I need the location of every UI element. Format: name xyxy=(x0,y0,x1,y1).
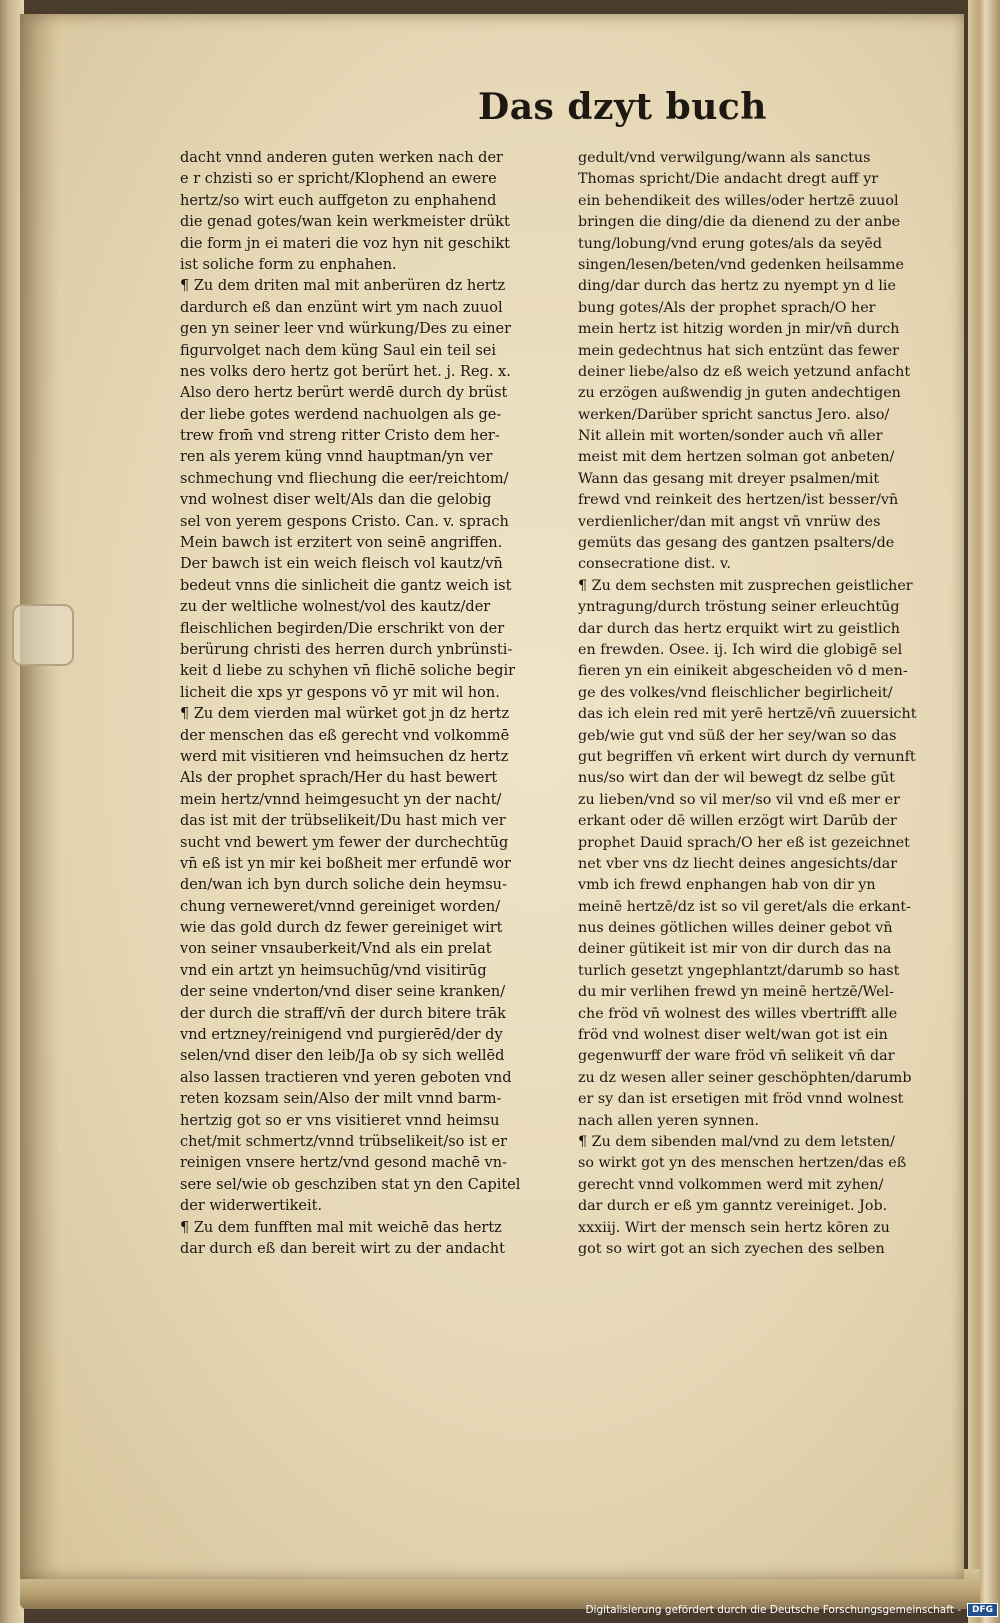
text-line: erkant oder dē willen erzögt wirt Darūb der xyxy=(578,813,897,830)
text-line: gegenwurff der ware fröd vn̄ selikeit vn̄ dar xyxy=(578,1048,895,1065)
text-line: dar durch das hertz erquikt wirt zu geistlich xyxy=(578,620,900,637)
text-line: xxxiij. Wirt der mensch sein hertz kōren zu xyxy=(578,1219,890,1236)
text-line: singen/lesen/beten/vnd gedenken heilsamme xyxy=(578,256,904,273)
text-line: selen/vnd diser den leib/Ja ob sy sich wellēd xyxy=(180,1048,505,1065)
text-line: dacht vnnd anderen guten werken nach der xyxy=(180,150,503,166)
text-line: figurvolget nach dem küng Saul ein teil sei xyxy=(180,342,496,359)
text-line: vmb ich frewd enphangen hab von dir yn xyxy=(578,877,876,894)
text-line: yntragung/durch tröstung seiner erleuchtūg xyxy=(578,599,900,616)
text-line: er sy dan ist ersetigen mit fröd vnnd wolnest xyxy=(578,1091,904,1108)
text-line: net vber vns dz liecht deines angesichts/dar xyxy=(578,855,898,872)
text-line: gen yn seiner leer vnd würkung/Des zu einer xyxy=(180,321,512,338)
text-line: mein hertz/vnnd heimgesucht yn der nacht/ xyxy=(180,791,502,808)
text-line: der liebe gotes werdend nachuolgen als ge- xyxy=(180,406,502,423)
text-line: chet/mit schmertz/vnnd trübselikeit/so ist er xyxy=(180,1133,508,1150)
text-line: dar durch eß dan bereit wirt zu der andacht xyxy=(180,1240,505,1257)
text-line: das ist mit der trübselikeit/Du hast mich ver xyxy=(180,813,506,830)
text-line: tung/lobung/vnd erung gotes/als da seyēd xyxy=(578,235,883,252)
text-line: nach allen yeren synnen. xyxy=(578,1112,760,1129)
text-line: bung gotes/Als der prophet sprach/O her xyxy=(578,299,876,316)
text-line: ein behendikeit des willes/oder hertzē zuuol xyxy=(578,192,899,209)
digitization-footer xyxy=(585,1601,998,1619)
text-line: hertzig got so er vns visitieret vnnd heimsu xyxy=(180,1112,500,1129)
text-line: chung verneweret/vnnd gereiniget worden/ xyxy=(180,898,501,915)
text-line: ist soliche form zu enphahen. xyxy=(180,256,397,273)
text-line: der seine vnderton/vnd diser seine kranken/ xyxy=(180,984,506,1001)
text-line: bedeut vnns die sinlicheit die gantz weich ist xyxy=(180,577,512,594)
text-line: das ich elein red mit yerē hertzē/vn̄ zuuersicht xyxy=(578,706,917,723)
text-line: ¶ Zu dem driten mal mit anberüren dz hertz xyxy=(180,278,506,295)
text-line: dar durch er eß ym ganntz vereiniget. Job. xyxy=(578,1198,888,1215)
text-line: frewd vnd reinkeit des hertzen/ist besser/vn̄ xyxy=(578,492,899,509)
text-line: deiner gütikeit ist mir von dir durch das na xyxy=(578,941,892,958)
text-line: turlich gesetzt yngephlantzt/darumb so hast xyxy=(578,962,900,979)
text-line: von seiner vnsauberkeit/Vnd als ein prelat xyxy=(180,941,492,958)
text-line: schmechung vnd fliechung die eer/reichtom/ xyxy=(180,470,509,487)
text-line: werken/Darüber spricht sanctus Jero. also/ xyxy=(578,406,890,423)
dfg-logo: DFG xyxy=(967,1603,998,1617)
text-line: gemüts das gesang des gantzen psalters/de xyxy=(578,535,895,552)
text-line: meist mit dem hertzen solman got anbeten/ xyxy=(578,449,895,466)
text-line: zu dz wesen aller seiner geschöphten/darumb xyxy=(578,1069,912,1086)
text-line: hertz/so wirt euch auffgeton zu enphahend xyxy=(180,192,497,209)
text-line: nus/so wirt dan der wil bewegt dz selbe gūt xyxy=(578,770,895,787)
text-line: gut begriffen vn̄ erkent wirt durch dy vernunft xyxy=(578,748,916,765)
text-line: Nit allein mit worten/sonder auch vn̄ aller xyxy=(578,428,883,445)
text-line: dardurch eß dan enzünt wirt ym nach zuuol xyxy=(180,299,503,316)
text-line: Mein bawch ist erzitert von seinē angriffen. xyxy=(180,535,503,552)
text-line: keit d liebe zu schyhen vn̄ flichē soliche begir xyxy=(180,663,516,680)
page-gutter-shadow xyxy=(20,14,60,1579)
text-line: ding/dar durch das hertz zu nyempt yn d lie xyxy=(578,278,896,295)
text-line: ¶ Zu dem sechsten mit zusprechen geistlicher xyxy=(578,577,913,594)
text-line: so wirkt got yn des menschen hertzen/das eß xyxy=(578,1155,907,1172)
right-text-column xyxy=(578,148,956,1260)
text-line: bringen die ding/die da dienend zu der anbe xyxy=(578,214,901,231)
text-line: du mir verlihen frewd yn meinē hertzē/Wel- xyxy=(578,984,894,1001)
text-line: meinē hertzē/dz ist so vil geret/als die erkant- xyxy=(578,898,911,915)
text-line: che fröd vn̄ wolnest des willes vbertrifft alle xyxy=(578,1005,898,1022)
text-line: zu der weltliche wolnest/vol des kautz/der xyxy=(180,599,491,616)
text-line: werd mit visitieren vnd heimsuchen dz hertz xyxy=(180,748,509,765)
left-text-column xyxy=(180,148,560,1260)
text-line: geb/wie gut vnd süß der her sey/wan so das xyxy=(578,727,897,744)
text-line: ¶ Zu dem vierden mal würket got jn dz hertz xyxy=(180,706,510,723)
text-line: Also dero hertz berürt werdē durch dy brüst xyxy=(180,385,508,402)
text-line: wie das gold durch dz fewer gereiniget wirt xyxy=(180,920,503,937)
text-line: e r chzisti so er spricht/Klophend an ewere xyxy=(180,171,497,188)
text-line: die genad gotes/wan kein werkmeister drükt xyxy=(180,214,510,231)
text-line: Wann das gesang mit dreyer psalmen/mit xyxy=(578,470,880,487)
text-line: vn̄ eß ist yn mir kei boßheit mer erfundē wor xyxy=(180,855,511,872)
text-line: ge des volkes/vnd fleischlicher begirlicheit/ xyxy=(578,684,893,701)
text-line: berürung christi des herren durch ynbrünsti- xyxy=(180,641,513,658)
page-header-title: Das dzyt buch xyxy=(478,86,767,128)
text-line: verdienlicher/dan mit angst vn̄ vnrüw des xyxy=(578,513,881,530)
text-line: zu erzögen außwendig jn guten andechtigen xyxy=(578,385,901,402)
text-line: fleischlichen begirden/Die erschrikt von der xyxy=(180,620,505,637)
text-line: prophet Dauid sprach/O her eß ist gezeichnet xyxy=(578,834,910,851)
text-line: vnd ertzney/reinigend vnd purgierēd/der dy xyxy=(180,1027,503,1044)
text-line: gerecht vnnd volkommen werd mit zyhen/ xyxy=(578,1176,884,1193)
text-line: fröd vnd wolnest diser welt/wan got ist ein xyxy=(578,1027,888,1044)
text-line: nus deines götlichen willes deiner gebot vn̄ xyxy=(578,920,893,937)
text-line: fieren yn ein einikeit abgescheiden vō d men- xyxy=(578,663,908,680)
text-line: trew from̄ vnd streng ritter Cristo dem her- xyxy=(180,428,500,445)
text-line: sel von yerem gespons Cristo. Can. v. sprach xyxy=(180,513,509,530)
text-line: sere sel/wie ob geschziben stat yn den Capitel xyxy=(180,1176,521,1193)
text-line: ¶ Zu dem sibenden mal/vnd zu dem letsten/ xyxy=(578,1133,895,1150)
text-line: der menschen das eß gerecht vnd volkommē xyxy=(180,727,510,744)
text-line: Thomas spricht/Die andacht dregt auff yr xyxy=(578,171,879,188)
page-marker-tab xyxy=(12,604,74,666)
text-line: Der bawch ist ein weich fleisch vol kautz/vn̄ xyxy=(180,556,503,573)
text-line: ren als yerem küng vnnd hauptman/yn ver xyxy=(180,449,493,466)
text-line: mein gedechtnus hat sich entzünt das fewer xyxy=(578,342,900,359)
book-right-edge xyxy=(968,0,1000,1623)
text-line: sucht vnd bewert ym fewer der durchechtūg xyxy=(180,834,509,851)
text-line: reten kozsam sein/Also der milt vnnd barm- xyxy=(180,1091,502,1108)
text-line: got so wirt got an sich zyechen des selben xyxy=(578,1240,885,1257)
footer-credit-text: Digitalisierung gefördert durch die Deutsche Forschungsgemeinschaft - xyxy=(585,1604,961,1616)
text-line: deiner liebe/also dz eß weich yetzund anfacht xyxy=(578,363,911,380)
text-line: ¶ Zu dem funfften mal mit weichē das hertz xyxy=(180,1219,502,1236)
text-line: consecratione dist. v. xyxy=(578,556,731,573)
text-line: vnd ein artzt yn heimsuchūg/vnd visitirūg xyxy=(180,962,487,979)
text-line: also lassen tractieren vnd yeren geboten vnd xyxy=(180,1069,512,1086)
text-line: gedult/vnd verwilgung/wann als sanctus xyxy=(578,150,871,166)
text-line: der widerwertikeit. xyxy=(180,1198,323,1215)
text-line: licheit die xps yr gespons vō yr mit wil hon. xyxy=(180,684,500,701)
text-line: der durch die straff/vn̄ der durch bitere trāk xyxy=(180,1005,506,1022)
text-line: mein hertz ist hitzig worden jn mir/vn̄ durch xyxy=(578,321,900,338)
text-line: den/wan ich byn durch soliche dein heymsu- xyxy=(180,877,507,894)
text-line: zu lieben/vnd so vil mer/so vil vnd eß mer er xyxy=(578,791,900,808)
text-line: reinigen vnsere hertz/vnd gesond machē vn- xyxy=(180,1155,507,1172)
text-line: nes volks dero hertz got berürt het. j. Reg. x. xyxy=(180,363,511,380)
text-line: vnd wolnest diser welt/Als dan die gelobig xyxy=(180,492,492,509)
text-line: die form jn ei materi die voz hyn nit geschikt xyxy=(180,235,510,252)
text-line: en frewden. Osee. ij. Ich wird die globigē sel xyxy=(578,641,903,658)
text-line: Als der prophet sprach/Her du hast bewert xyxy=(180,770,498,787)
